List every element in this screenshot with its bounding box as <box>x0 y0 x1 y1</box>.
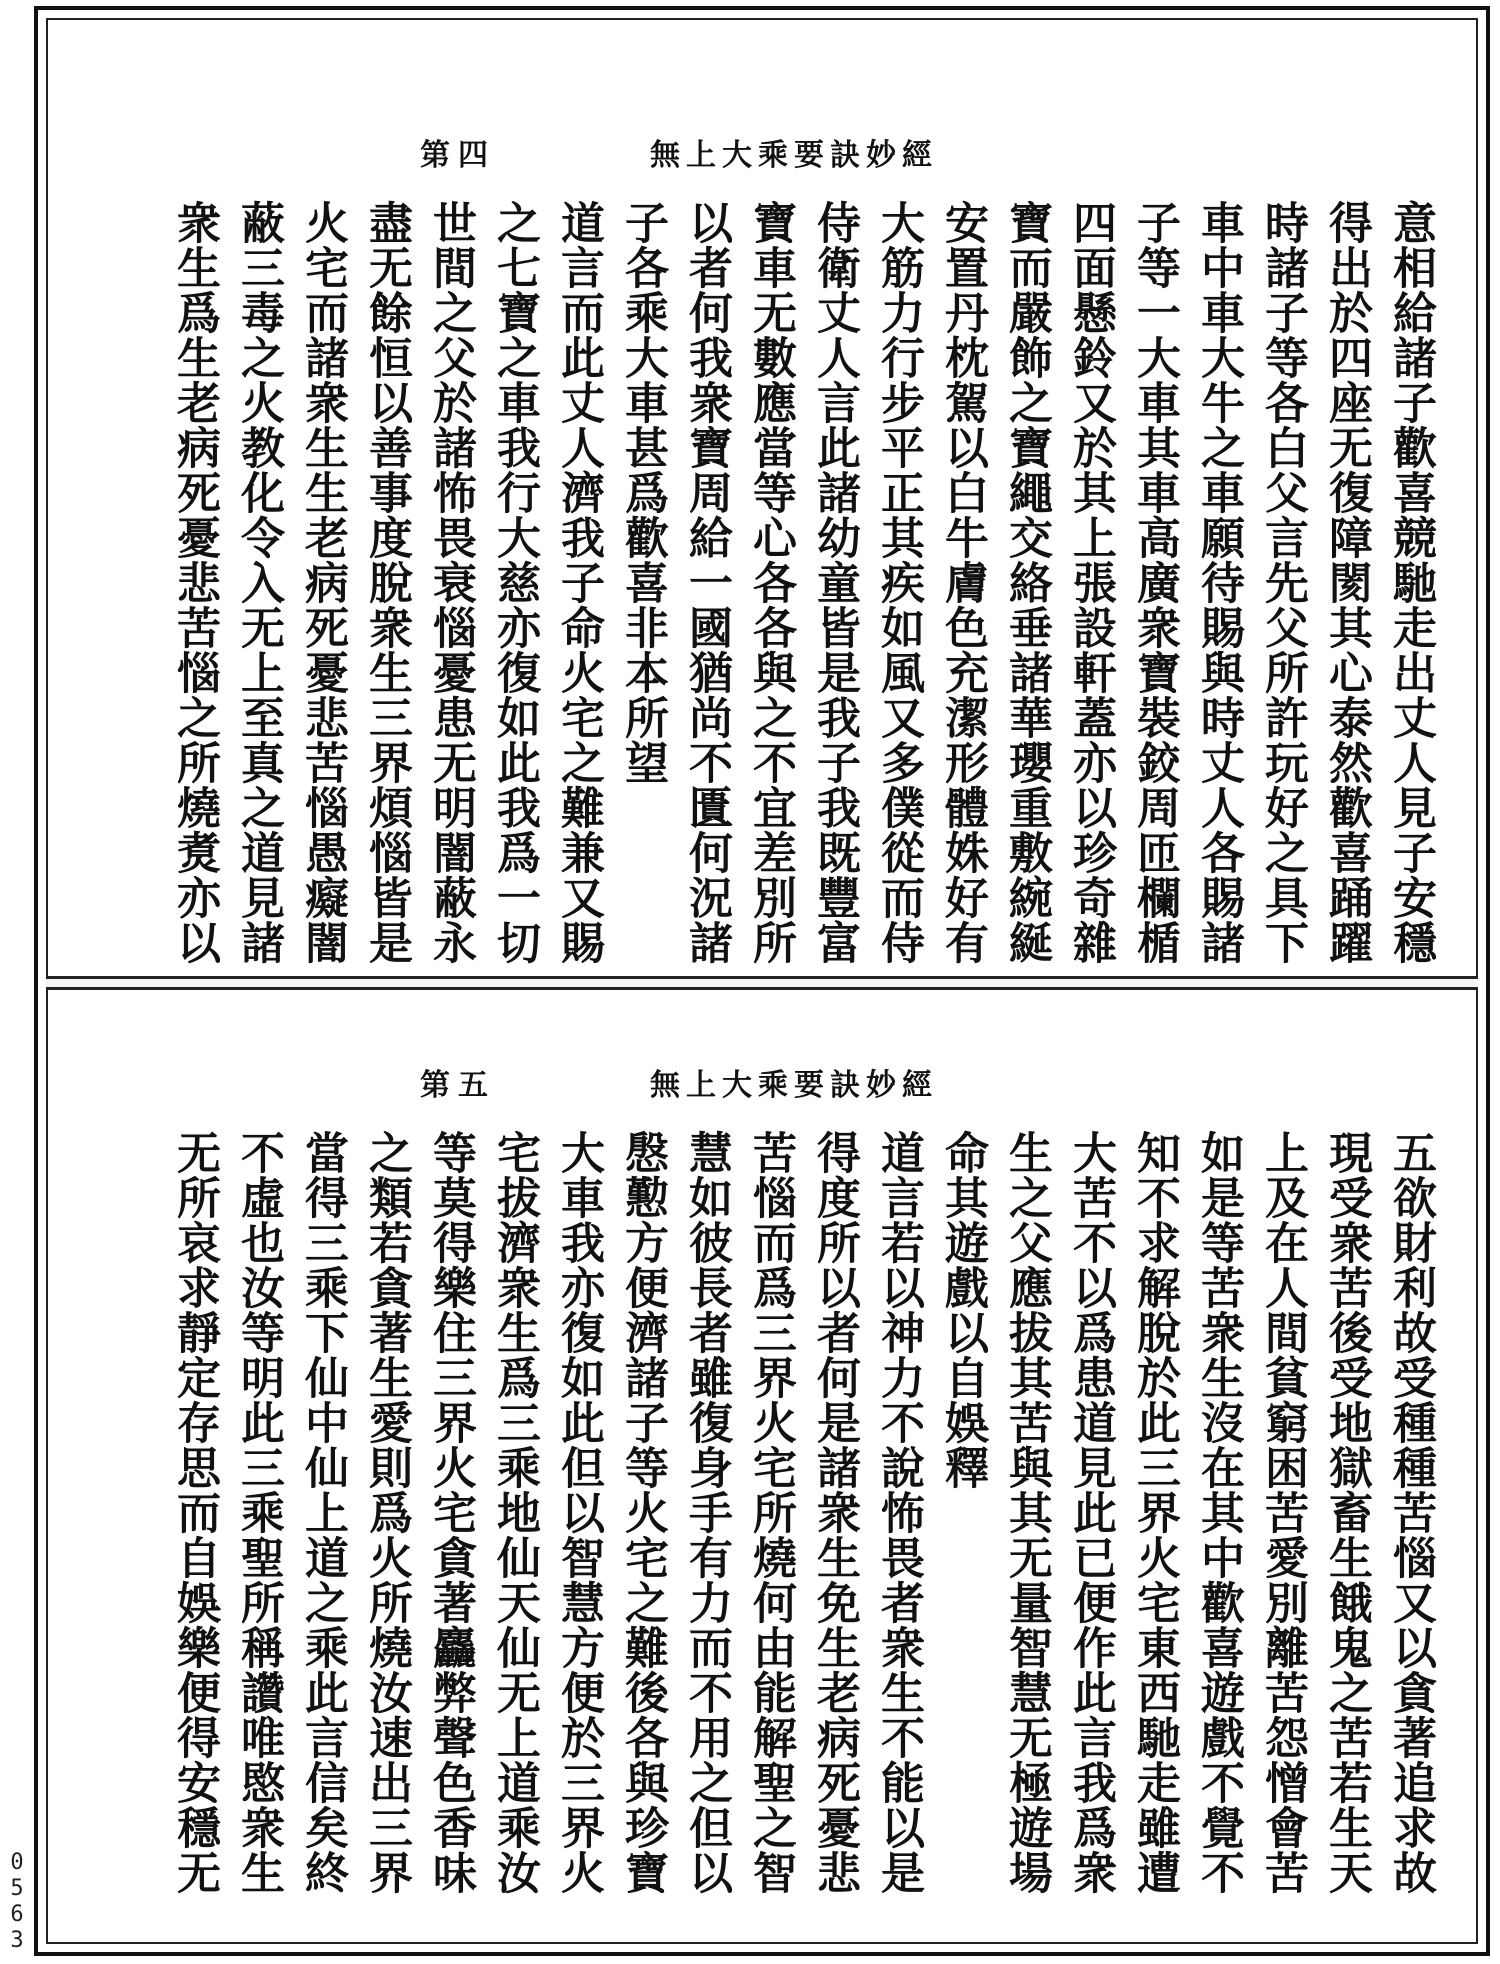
text-column: 衆生爲生老病死憂悲苦惱之所燒煑亦以 <box>169 200 220 965</box>
text-column: 生之父應拔其苦與其无量智慧无極遊場 <box>1001 1130 1052 1895</box>
text-column: 大苦不以爲患道見此已便作此言我爲衆 <box>1065 1130 1116 1895</box>
text-column: 意相給諸子歡喜競馳走出丈人見子安穩 <box>1385 200 1436 965</box>
upper-header <box>420 130 938 174</box>
text-column: 盡无餘恒以善事度脫衆生三界煩惱皆是 <box>361 200 412 965</box>
text-column: 以者何我衆寶周給一國猶尚不匱何況諸 <box>681 200 732 965</box>
text-column: 慇懃方便濟諸子等火宅之難後各與珍寶 <box>617 1130 668 1895</box>
text-column: 命其遊戲以自娛釋 <box>937 1130 988 1490</box>
text-column: 安置丹枕駕以白牛膚色充潔形體姝好有 <box>937 200 988 965</box>
page-number-digit: 5 <box>10 1876 24 1901</box>
text-column: 蔽三毒之火教化令入无上至真之道見諸 <box>233 200 284 965</box>
page-number-digit: 6 <box>10 1902 24 1927</box>
lower-page <box>80 1060 1440 1900</box>
upper-section: 第四 <box>420 138 496 173</box>
text-column: 子各乘大車甚爲歡喜非本所望 <box>617 200 668 785</box>
text-column: 當得三乘下仙中仙上道之乘此言信矣終 <box>297 1130 348 1895</box>
text-column: 大車我亦復如此但以智慧方便於三界火 <box>553 1130 604 1895</box>
text-column: 不虛也汝等明此三乘聖所稱讚唯愍衆生 <box>233 1130 284 1895</box>
lower-section: 第五 <box>420 1068 496 1103</box>
text-column: 寶車无數應當等心各各與之不宜差別所 <box>745 200 796 965</box>
text-column: 侍衛丈人言此諸幼童皆是我子我既豐富 <box>809 200 860 965</box>
text-column: 得出於四座无復障閡其心泰然歡喜踊躍 <box>1321 200 1372 965</box>
page-divider <box>46 976 1478 990</box>
text-column: 宅拔濟衆生爲三乘地仙天仙无上道乘汝 <box>489 1130 540 1895</box>
text-column: 慧如彼長者雖復身手有力而不用之但以 <box>681 1130 732 1895</box>
text-column: 之七寶之車我行大慈亦復如此我爲一切 <box>489 200 540 965</box>
upper-text-columns <box>164 200 1440 965</box>
text-column: 无所哀求靜定存思而自娛樂便得安穩无 <box>169 1130 220 1895</box>
upper-title: 無上大乘要訣妙經 <box>650 138 938 173</box>
page-number-digit: 0 <box>10 1850 24 1875</box>
lower-header <box>420 1060 938 1104</box>
text-column: 五欲財利故受種種苦惱又以貪著追求故 <box>1385 1130 1436 1895</box>
text-column: 世間之父於諸怖畏衰惱憂患无明闇蔽永 <box>425 200 476 965</box>
text-column: 子等一大車其車高廣衆寶裝鉸周匝欄楯 <box>1129 200 1180 965</box>
text-column: 等莫得樂住三界火宅貪著麤弊聲色香味 <box>425 1130 476 1895</box>
text-column: 現受衆苦後受地獄畜生餓鬼之苦若生天 <box>1321 1130 1372 1895</box>
upper-page <box>80 130 1440 965</box>
text-column: 寶而嚴飾之寶繩交絡垂諸華瓔重敷綩綖 <box>1001 200 1052 965</box>
text-column: 苦惱而爲三界火宅所燒何由能解聖之智 <box>745 1130 796 1895</box>
text-column: 知不求解脫於此三界火宅東西馳走雖遭 <box>1129 1130 1180 1895</box>
page-number <box>4 1850 30 1954</box>
page-number-digit: 3 <box>10 1928 24 1953</box>
text-column: 之類若貪著生愛則爲火所燒汝速出三界 <box>361 1130 412 1895</box>
lower-text-columns <box>164 1130 1440 1895</box>
text-column: 時諸子等各白父言先父所許玩好之具下 <box>1257 200 1308 965</box>
text-column: 如是等苦衆生沒在其中歡喜遊戲不覺不 <box>1193 1130 1244 1895</box>
text-column: 道言而此丈人濟我子命火宅之難兼又賜 <box>553 200 604 965</box>
text-column: 上及在人間貧窮困苦愛別離苦怨憎會苦 <box>1257 1130 1308 1895</box>
text-column: 車中車大牛之車願待賜與時丈人各賜諸 <box>1193 200 1244 965</box>
text-column: 四面懸鈴又於其上張設軒蓋亦以珍奇雜 <box>1065 200 1116 965</box>
text-column: 大筋力行步平正其疾如風又多僕從而侍 <box>873 200 924 965</box>
text-column: 道言若以神力不說怖畏者衆生不能以是 <box>873 1130 924 1895</box>
lower-title: 無上大乘要訣妙經 <box>650 1068 938 1103</box>
text-column: 得度所以者何是諸衆生免生老病死憂悲 <box>809 1130 860 1895</box>
text-column: 火宅而諸衆生生老病死憂悲苦惱愚癡闇 <box>297 200 348 965</box>
